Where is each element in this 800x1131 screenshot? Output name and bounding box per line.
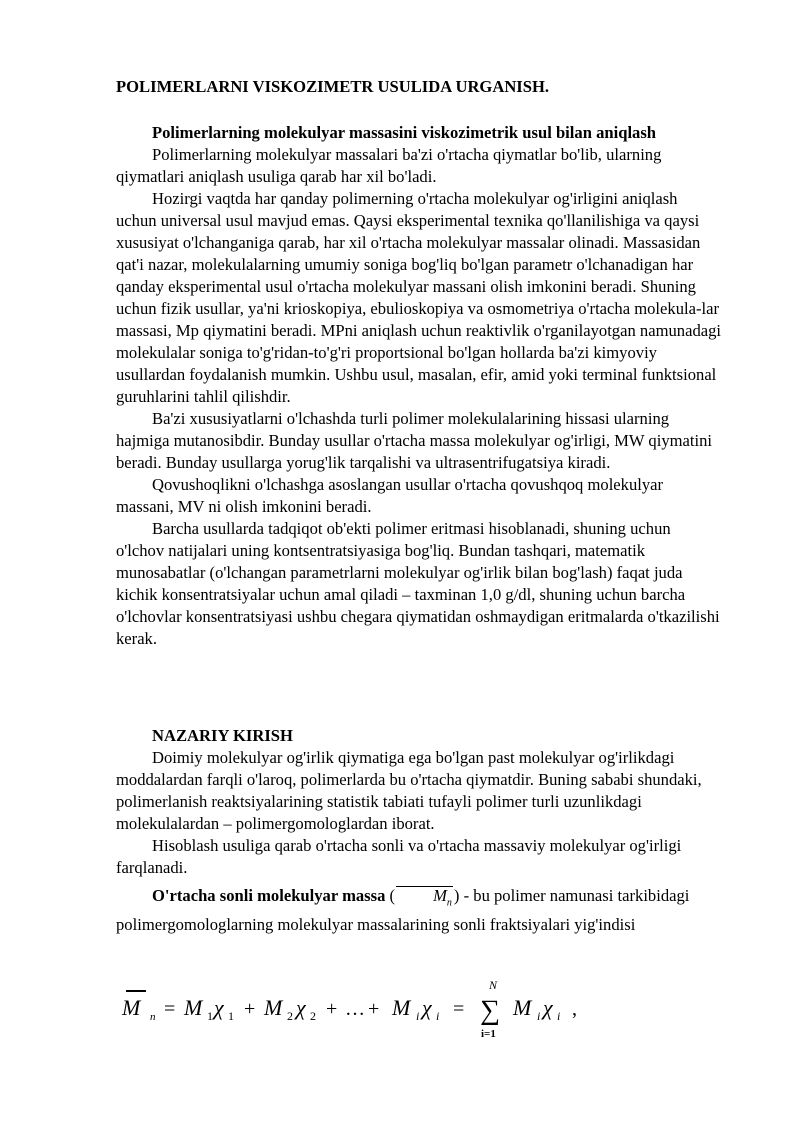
f-sum-top: N (489, 978, 498, 992)
f-plus: + (244, 998, 256, 1020)
mn-subscript: n (446, 897, 452, 909)
f-lhs: M (122, 995, 141, 1020)
f-lhs-sub: n (150, 1011, 156, 1023)
f-xi-sub: i (436, 1009, 440, 1023)
number-average-formula (120, 975, 600, 1045)
f-m1-sub: 1 (207, 1009, 213, 1023)
f-eq: = (164, 998, 176, 1020)
f-sum: ∑ (480, 995, 500, 1026)
f-comma: , (572, 998, 577, 1020)
definition-text: ) - bu polimer namunasi tarkibidagi polimergomologlarning molekulyar massalarining sonli fraktsiyalari yig'indisi (116, 886, 690, 935)
section-heading: NAZARIY KIRISH (152, 726, 293, 745)
f-m2: M (264, 995, 283, 1020)
paragraph: Qovushoqlikni o'lchashga asoslangan usullar o'rtacha qovushqoq molekulyar massani, MV ni olish imkonini beradi. (116, 475, 664, 516)
f-mi-sub: i (416, 1009, 420, 1023)
mn-symbol (395, 885, 454, 914)
f-xi: χ (422, 995, 432, 1020)
f-x1: χ (214, 995, 224, 1020)
f-x1-sub: 1 (228, 1009, 234, 1023)
paragraph: Polimerlarning molekulyar massalari ba'zi o'rtacha qiymatlar bo'lib, ularning qiymatlari aniqlash usuliga qarab har xil bo'ladi. (116, 145, 662, 186)
f-sum-bottom: i=1 (481, 1028, 496, 1040)
paragraph: Barcha usullarda tadqiqot ob'ekti polimer eritmasi hisoblanadi, shuning uchun o'lchov natijalari uning kontsentratsiyasiga bog'liq. Bundan tashqari, matematik munosabatlar (o'lchangan parametrlarni molekulyar og'irlik bilan bog'lash) faqat juda kichik konsentratsiyalar uchun amal qiladi – taxminan 1,0 g/dl, shuning uchun barcha o'lchovlar konsentratsiyasi ushbu chegara qiymatidan oshmaydigan eritmalarda o'tkazilishi kerak. (116, 519, 720, 648)
f-m2-sub: 2 (287, 1009, 293, 1023)
section-viscometric-method (116, 122, 722, 650)
f-x2-sub: 2 (310, 1009, 316, 1023)
f-sum-m-sub: i (537, 1009, 541, 1023)
definition-term: O'rtacha sonli molekulyar massa (152, 886, 386, 905)
paragraph: Hisoblash usuliga qarab o'rtacha sonli va o'rtacha massaviy molekulyar og'irligi farqlanadi. (116, 836, 682, 877)
f-m1: M (184, 995, 203, 1020)
f-x2: χ (296, 995, 306, 1020)
f-sum-x: χ (543, 995, 553, 1020)
f-ellipsis: … (345, 998, 365, 1020)
f-eq: = (453, 998, 465, 1020)
f-sum-x-sub: i (557, 1009, 561, 1023)
paragraph: Doimiy molekulyar og'irlik qiymatiga ega bo'lgan past molekulyar og'irlikdagi moddalardan farqli o'laroq, polimerlarda bu o'rtacha qiymatdir. Buning sababi shundaki, polimerlanish reaktsiyalarining statistik tabiati tufayli polimer turli uzunlikdagi molekulalardan – polimergomologlardan iborat. (116, 748, 702, 833)
section-theory-intro (116, 725, 722, 936)
mn-letter: M (433, 886, 447, 905)
f-plus: + (326, 998, 338, 1020)
paren-open: ( (385, 886, 396, 905)
f-plus: + (368, 998, 380, 1020)
paragraph: Ba'zi xususiyatlarni o'lchashda turli polimer molekulalarining hissasi ularning hajmiga mutanosibdir. Bunday usullar o'rtacha massa molekulyar og'irligi, MW qiymatini beradi. Bunday usullarga yorug'lik tarqalishi va ultrasentrifugatsiya kiradi. (116, 409, 713, 472)
number-average-definition (116, 885, 722, 936)
f-sum-m: M (513, 995, 532, 1020)
document-title: POLIMERLARNI VISKOZIMETR USULIDA URGANISH. (116, 77, 550, 96)
paragraph: Hozirgi vaqtda har qanday polimerning o'rtacha molekulyar og'irligini aniqlash uchun universal usul mavjud emas. Qaysi eksperimental texnika qo'llanilishiga va qaysi xususiyat o'lchanganiga qarab, har xil o'rtacha molekulyar massalar olinadi. Massasidan qat'i nazar, molekulalarning umumiy soniga bog'liq bo'lgan parametr o'lchanadigan har qanday eksperimental usul o'rtacha molekulyar massani olish imkonini beradi. Shuning uchun fizik usullar, ya'ni krioskopiya, ebulioskopiya va osmometriya o'rtacha molekula-lar massasi, Mp qiymatini beradi. MPni aniqlash uchun reaktivlik o'rganilayotgan namunadagi molekulalar soniga to'g'ridan-to'g'ri proportsional bo'lgan hollarda ba'zi kimyoviy usullardan foydalanish mumkin. Ushbu usul, masalan, efir, amid yoki terminal funktsional guruhlarini tahlil qilishdir. (116, 189, 722, 406)
section-heading: Polimerlarning molekulyar massasini viskozimetrik usul bilan aniqlash (152, 123, 657, 142)
formula-svg (120, 975, 600, 1045)
f-mi: M (392, 995, 411, 1020)
